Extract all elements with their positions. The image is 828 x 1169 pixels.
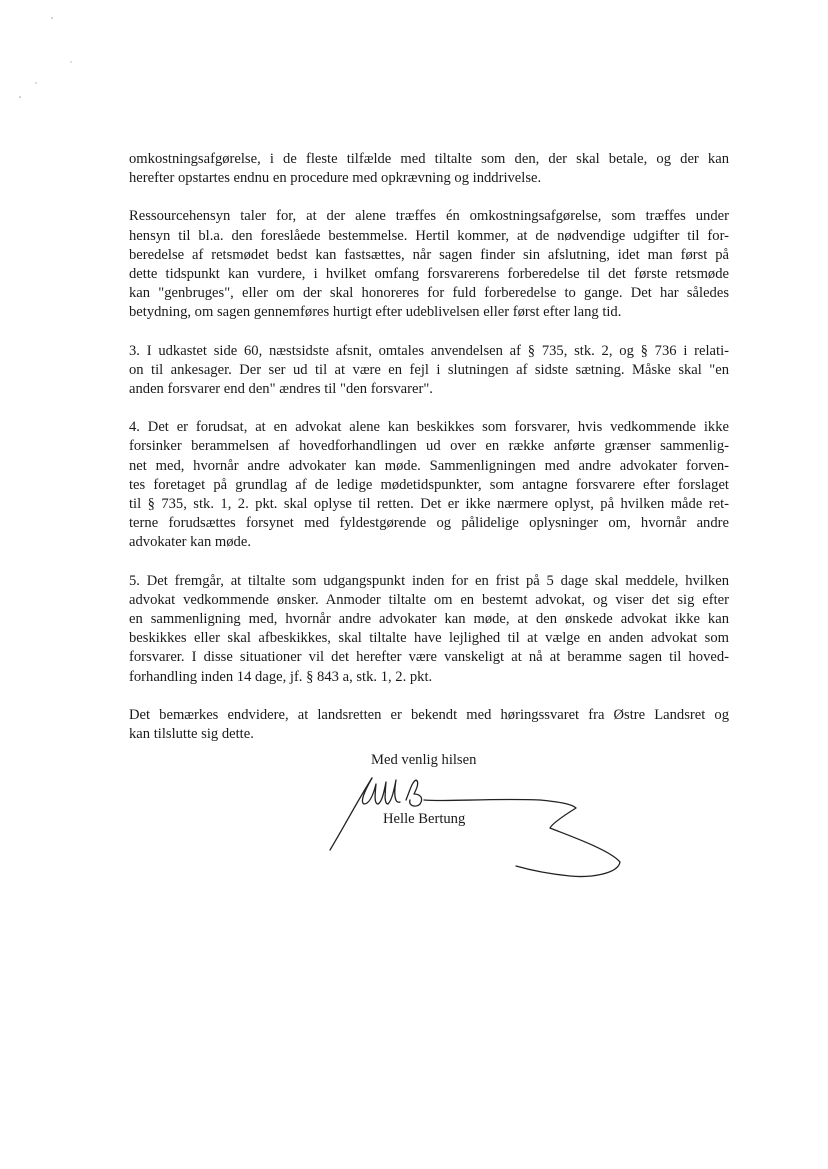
signer-name: Helle Bertung xyxy=(383,811,466,827)
text-line: kan tilslutte sig dette. xyxy=(129,726,254,743)
handwritten-signature xyxy=(320,770,640,890)
text-line: Det bemærkes endvidere, at landsretten er bekendt med høringssvaret fra Østre Landsret og xyxy=(129,706,729,723)
paragraph-resources xyxy=(129,207,729,322)
text-line: omkostningsafgørelse, i de fleste tilfælde med tiltalte som den, der skal betale, og der kan xyxy=(129,151,729,167)
paragraph-point-5 xyxy=(129,572,729,687)
paragraph-closing-remark xyxy=(129,706,729,744)
text-line: beskikkes eller skal afbeskikkes, skal tiltalte have lejlighed til at vælge en anden advokat som xyxy=(129,630,729,647)
text-line: Ressourcehensyn taler for, at der alene træffes én omkostningsafgørelse, som træffes under xyxy=(129,208,729,225)
text-line: on til ankesager. Der ser ud til at være en fejl i slutningen af sidste sætning. Måske skal "en xyxy=(129,361,729,378)
text-line: 3. I udkastet side 60, næstsidste afsnit, omtales anvendelsen af § 735, stk. 2, og § 736 i relati- xyxy=(129,342,729,359)
text-line: beredelse af retsmødet bedst kan fastsættes, når sagen finder sin afslutning, idet man først på xyxy=(129,246,729,263)
text-line: forsinker berammelsen af hovedforhandlingen ud over en række anførte grænser sammenlig- xyxy=(129,438,729,455)
text-line: til § 735, stk. 1, 2. pkt. skal oplyse til retten. Det er ikke nærmere oplyst, på hvilken måde ret- xyxy=(129,496,729,513)
closing-greeting: Med venlig hilsen xyxy=(371,752,477,768)
text-line: en sammenligning med, hvornår andre advokater kan møde, at den ønskede advokat ikke kan xyxy=(129,611,729,628)
text-line: terne forudsættes forsynet med fyldestgørende og pålidelige oplysninger om, hvornår andre xyxy=(129,515,729,532)
paragraph-cost-decision xyxy=(129,150,729,188)
text-line: betydning, om sagen gennemføres hurtigt efter udeblivelsen eller først efter lang tid. xyxy=(129,304,622,321)
scan-specks xyxy=(0,0,120,120)
text-line: forsvarer. I disse situationer vil det herefter være vanskeligt at nå at beramme sagen til hoved- xyxy=(129,649,729,666)
text-line: net med, hvornår andre advokater kan møde. Sammenligningen med andre advokater forven- xyxy=(129,457,729,474)
text-line: dette tidspunkt kan vurdere, i hvilket omfang forsvarerens forberedelse til det første retsmøde xyxy=(129,266,729,283)
text-line: advokat vedkommende ønsker. Anmoder tiltalte om en bestemt advokat, og viser det sig efter xyxy=(129,591,729,608)
text-line: hensyn til bl.a. den foreslåede bestemmelse. Hertil kommer, at de nødvendige udgifter til for- xyxy=(129,227,729,244)
text-line: anden forsvarer end den" ændres til "den forsvarer". xyxy=(129,381,433,398)
text-line: kan "genbruges", eller om der skal honoreres for fuld forberedelse to gange. Det har således xyxy=(129,285,729,302)
text-line: tes foretaget på grundlag af de ledige mødetidspunkter, som antagne forsvarere efter forslaget xyxy=(129,476,729,493)
letter-body xyxy=(129,150,729,763)
paragraph-point-4 xyxy=(129,418,729,552)
text-line: herefter opstartes endnu en procedure med opkrævning og inddrivelse. xyxy=(129,170,542,187)
text-line: 5. Det fremgår, at tiltalte som udgangspunkt inden for en frist på 5 dage skal meddele, hvilken xyxy=(129,572,729,589)
paragraph-point-3 xyxy=(129,342,729,400)
text-line: 4. Det er forudsat, at en advokat alene kan beskikkes som forsvarer, hvis vedkommende ikke xyxy=(129,419,729,436)
text-line: forhandling inden 14 dage, jf. § 843 a, stk. 1, 2. pkt. xyxy=(129,668,433,685)
text-line: advokater kan møde. xyxy=(129,534,251,551)
